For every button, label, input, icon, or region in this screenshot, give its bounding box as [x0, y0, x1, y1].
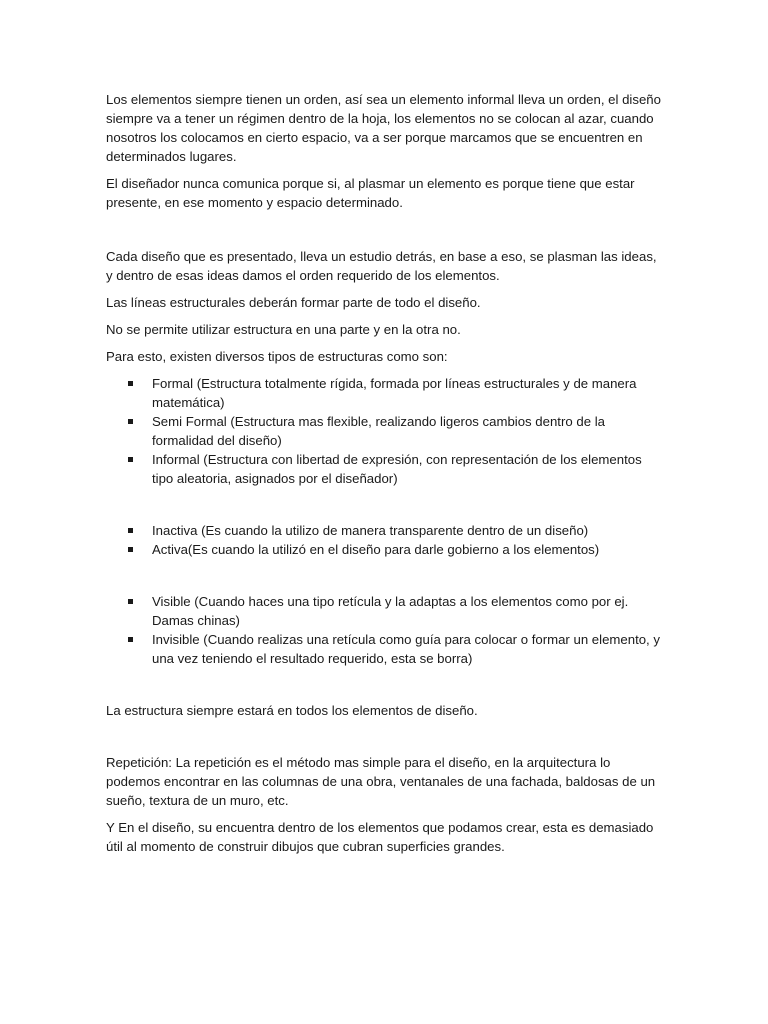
- list-item-text: Semi Formal (Estructura mas flexible, realizando ligeros cambios dentro de la formalidad del diseño): [152, 414, 605, 448]
- activity-list: [106, 521, 666, 559]
- list-item-visible: [106, 592, 666, 630]
- list-item-text: Invisible (Cuando realizas una retícula como guía para colocar o formar un elemento, y una vez teniendo el resultado requerido, esta se borra): [152, 632, 660, 666]
- bullet-icon: [128, 547, 133, 552]
- bullet-icon: [128, 381, 133, 386]
- bullet-icon: [128, 528, 133, 533]
- visibility-list: [106, 592, 666, 668]
- bullet-icon: [128, 419, 133, 424]
- document-page: [106, 90, 666, 856]
- bullet-icon: [128, 637, 133, 642]
- list-item-inactiva: [106, 521, 666, 540]
- bullet-icon: [128, 599, 133, 604]
- paragraph-structure-types: Para esto, existen diversos tipos de estructuras como son:: [106, 349, 448, 364]
- bullet-icon: [128, 457, 133, 462]
- list-item-text: Informal (Estructura con libertad de expresión, con representación de los elementos tipo aleatoria, asignados por el diseñador): [152, 452, 642, 486]
- list-item-invisible: [106, 630, 666, 668]
- paragraph-structural-lines: Las líneas estructurales deberán formar parte de todo el diseño.: [106, 295, 481, 310]
- list-item-activa: [106, 540, 666, 559]
- paragraph-repetition-design: Y En el diseño, su encuentra dentro de los elementos que podamos crear, esta es demasiado útil al momento de construir dibujos que cubran superficies grandes.: [106, 820, 654, 854]
- list-item-text: Inactiva (Es cuando la utilizo de manera transparente dentro de un diseño): [152, 523, 589, 538]
- list-item-formal: [106, 374, 666, 412]
- paragraph-study: Cada diseño que es presentado, lleva un estudio detrás, en base a eso, se plasman las ideas, y dentro de esas ideas damos el orden requerido de los elementos.: [106, 249, 657, 283]
- list-item-semi-formal: [106, 412, 666, 450]
- paragraph-structure-rule: No se permite utilizar estructura en una parte y en la otra no.: [106, 322, 461, 337]
- list-item-text: Visible (Cuando haces una tipo retícula y la adaptas a los elementos como por ej. Damas chinas): [152, 594, 629, 628]
- paragraph-designer: El diseñador nunca comunica porque si, al plasmar un elemento es porque tiene que estar presente, en ese momento y espacio determinado.: [106, 176, 635, 210]
- paragraph-order: Los elementos siempre tienen un orden, así sea un elemento informal lleva un orden, el diseño siempre va a tener un régimen dentro de la hoja, los elementos no se colocan al azar, cuando nosotros los colocamos en cierto espacio, va a ser porque marcamos que se encuentren en determinados lugares.: [106, 92, 661, 164]
- paragraph-structure-always: La estructura siempre estará en todos los elementos de diseño.: [106, 703, 478, 718]
- paragraph-repetition: Repetición: La repetición es el método mas simple para el diseño, en la arquitectura lo podemos encontrar en las columnas de una obra, ventanales de una fachada, baldosas de un sueño, textura de un muro, etc.: [106, 755, 656, 808]
- structure-types-list: [106, 374, 666, 488]
- list-item-text: Formal (Estructura totalmente rígida, formada por líneas estructurales y de manera matemática): [152, 376, 637, 410]
- list-item-text: Activa(Es cuando la utilizó en el diseño para darle gobierno a los elementos): [152, 542, 600, 557]
- list-item-informal: [106, 450, 666, 488]
